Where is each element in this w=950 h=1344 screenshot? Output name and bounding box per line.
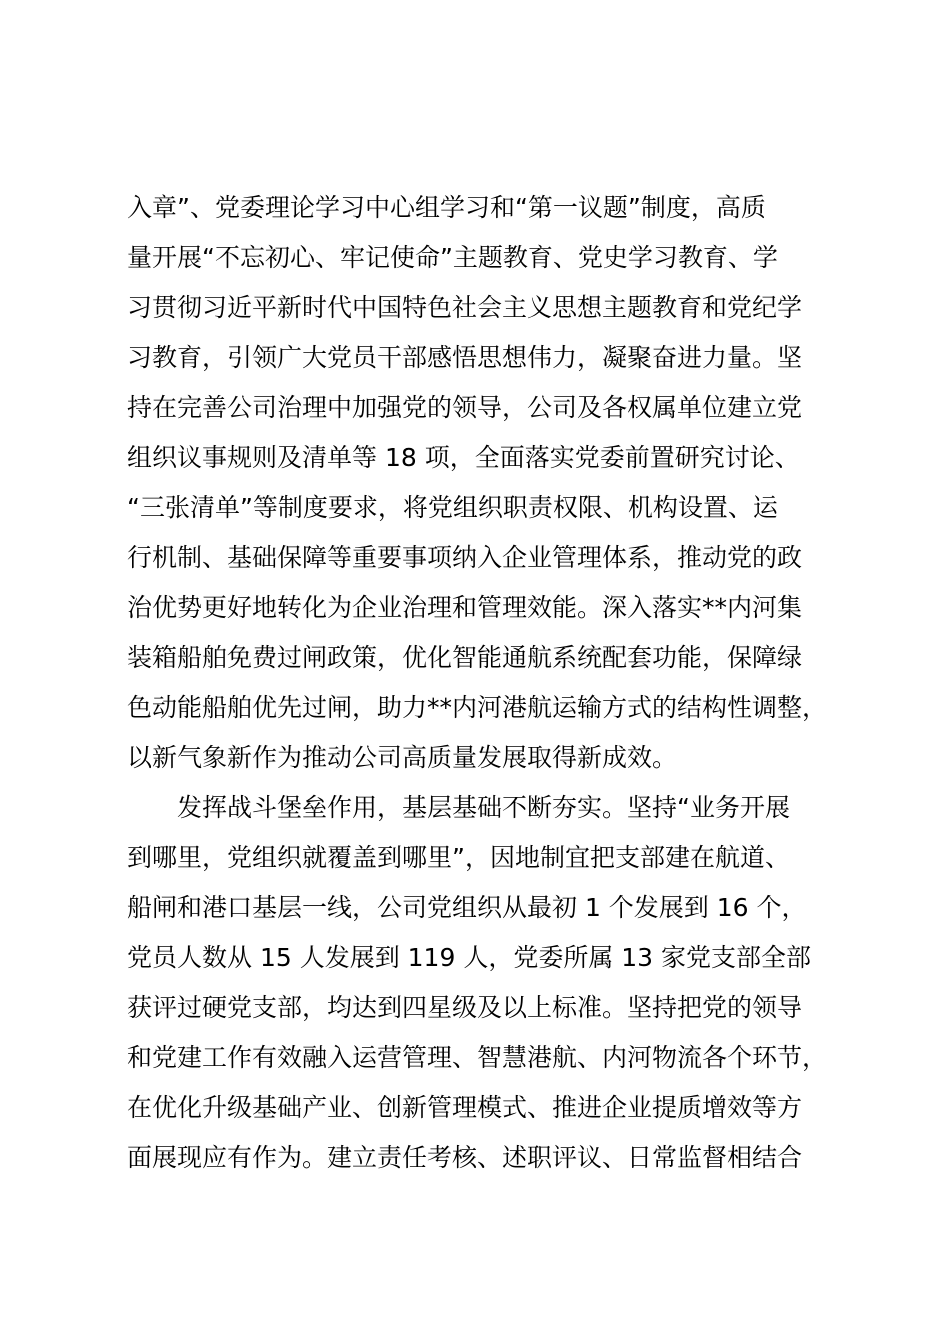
document-body — [127, 183, 867, 1183]
text-line: 色动能船舶优先过闸，助力**内河港航运输方式的结构性调整， — [127, 693, 828, 722]
paragraph-2 — [127, 783, 867, 1183]
text-line: 量开展“不忘初心、牢记使命”主题教育、党史学习教育、学 — [127, 243, 778, 272]
text-line: 习教育，引领广大党员干部感悟思想伟力，凝聚奋进力量。坚 — [127, 343, 803, 372]
text-line: 装箱船舶免费过闸政策，优化智能通航系统配套功能，保障绿 — [127, 643, 803, 672]
text-line: 持在完善公司治理中加强党的领导，公司及各权属单位建立党 — [127, 393, 803, 422]
text-line: 和党建工作有效融入运营管理、智慧港航、内河物流各个环节， — [127, 1043, 828, 1072]
text-line: 行机制、基础保障等重要事项纳入企业管理体系，推动党的政 — [127, 543, 803, 572]
paragraph-1 — [127, 183, 867, 783]
text-line: 入章”、党委理论学习中心组学习和“第一议题”制度，高质 — [127, 193, 766, 222]
text-line-first: 发挥战斗堡垒作用，基层基础不断夯实。坚持“业务开展 — [177, 793, 790, 822]
text-line: 习贯彻习近平新时代中国特色社会主义思想主题教育和党纪学 — [127, 293, 803, 322]
text-line: 面展现应有作为。建立责任考核、述职评议、日常监督相结合 — [127, 1143, 803, 1172]
text-line: 以新气象新作为推动公司高质量发展取得新成效。 — [127, 743, 678, 772]
text-line: 获评过硬党支部，均达到四星级及以上标准。坚持把党的领导 — [127, 993, 803, 1022]
text-line: 在优化升级基础产业、创新管理模式、推进企业提质增效等方 — [127, 1093, 803, 1122]
text-line: 治优势更好地转化为企业治理和管理效能。深入落实**内河集 — [127, 593, 803, 622]
text-line: 党员人数从 15 人发展到 119 人，党委所属 13 家党支部全部 — [127, 943, 812, 972]
text-line: 船闸和港口基层一线，公司党组织从最初 1 个发展到 16 个， — [127, 893, 807, 922]
text-line: 到哪里，党组织就覆盖到哪里”，因地制宜把支部建在航道、 — [127, 843, 790, 872]
text-line: 组织议事规则及清单等 18 项，全面落实党委前置研究讨论、 — [127, 443, 800, 472]
text-line: “三张清单”等制度要求，将党组织职责权限、机构设置、运 — [127, 493, 778, 522]
